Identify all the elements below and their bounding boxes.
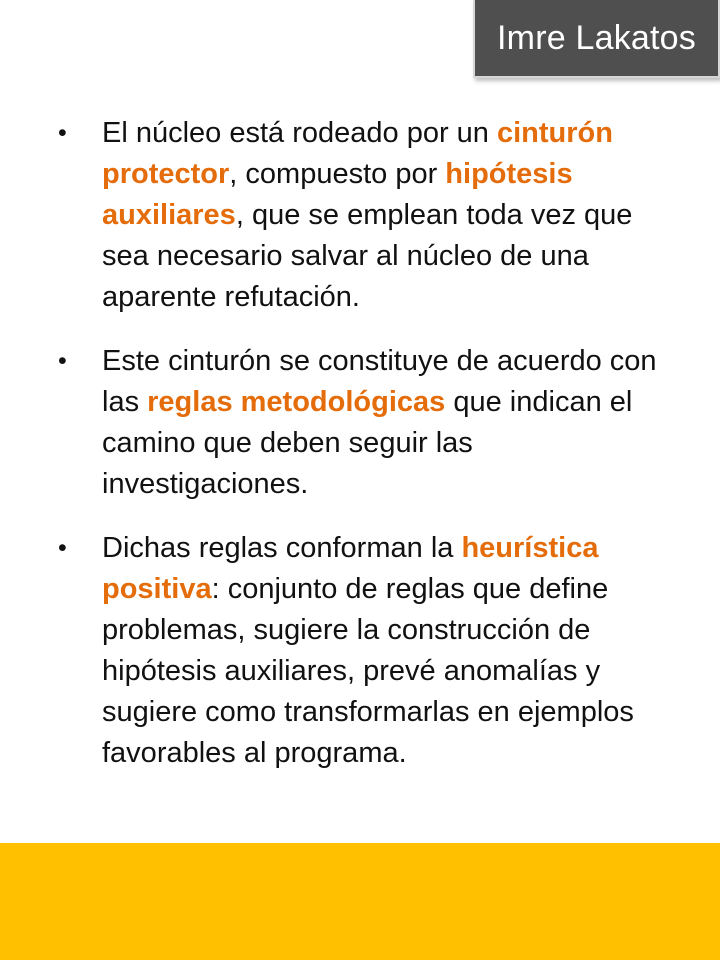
highlight-heuristica-positiva: heurística positiva — [102, 532, 599, 605]
bullet-marker: • — [58, 347, 67, 375]
footer-band — [0, 843, 720, 960]
highlight-hipotesis-auxiliares: hipótesis auxiliares — [102, 158, 573, 231]
bullet-item-reglas-metodologicas — [58, 341, 678, 505]
highlight-cinturon-protector: cinturón protector — [102, 117, 613, 190]
bullet-list — [58, 113, 678, 774]
slide-title: Imre Lakatos — [497, 19, 696, 57]
bullet-text-segment: El núcleo está rodeado por un — [102, 117, 497, 149]
bullet-text-segment: , que se emplean toda vez que sea necesario salvar al núcleo de una aparente refutación. — [102, 199, 633, 313]
bullet-marker: • — [58, 534, 67, 562]
bullet-item-heuristica-positiva — [58, 528, 678, 774]
bullet-text-segment: Este cinturón se constituye de acuerdo con las — [102, 345, 657, 418]
highlight-reglas-metodologicas: reglas metodológicas — [147, 386, 446, 418]
bullet-text-segment: , compuesto por — [229, 158, 446, 190]
bullet-marker: • — [58, 119, 67, 147]
bullet-text-segment: : conjunto de reglas que define problemas, sugiere la construcción de hipótesis auxiliares, prevé anomalías y sugiere como transformarlas en ejemplos favorables al programa. — [102, 573, 634, 769]
bullet-text-segment: Dichas reglas conforman la — [102, 532, 462, 564]
bullet-item-cinturon-protector — [58, 113, 678, 318]
slide-content — [58, 113, 678, 774]
title-badge — [473, 0, 720, 78]
bullet-text-segment: que indican el camino que deben seguir las investigaciones. — [102, 386, 633, 500]
